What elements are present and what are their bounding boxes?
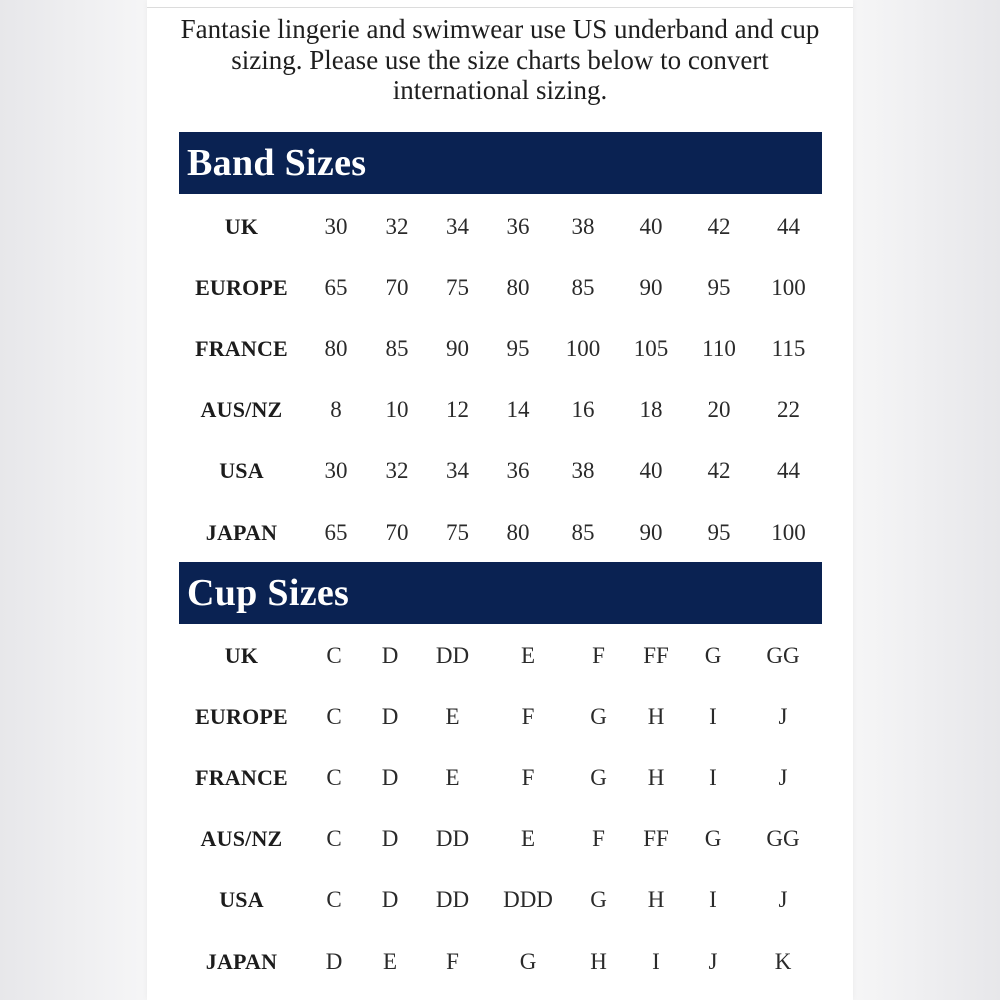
- band-size-cell: 90: [446, 335, 469, 361]
- cup-size-cell: G: [519, 948, 537, 974]
- cup-size-cell: D: [381, 764, 399, 790]
- band-size-cell: 85: [571, 274, 595, 300]
- cup-size-cell: G: [590, 887, 607, 913]
- cup-size-cell: DD: [435, 826, 470, 852]
- band-size-cell: 115: [771, 335, 806, 361]
- band-size-cell: 95: [506, 335, 530, 361]
- cup-row-label: AUS/NZ: [200, 826, 283, 852]
- cup-size-cell: C: [326, 826, 342, 852]
- band-row-label: UK: [224, 213, 259, 239]
- band-size-cell: 22: [777, 397, 800, 423]
- cup-size-cell: C: [326, 764, 342, 790]
- band-size-cell: 30: [324, 213, 348, 239]
- band-size-cell: 65: [324, 519, 348, 545]
- band-size-cell: 12: [446, 397, 469, 423]
- intro-text: Fantasie lingerie and swimwear use US underband and cup sizing. Please use the size charts below to convert international sizing.: [180, 14, 820, 105]
- cup-sizes-title: Cup Sizes: [187, 572, 350, 614]
- cup-size-cell: FF: [643, 826, 669, 852]
- cup-row-label: UK: [224, 642, 259, 668]
- cup-size-cell: DD: [435, 642, 470, 668]
- band-size-cell: 18: [639, 397, 663, 423]
- cup-size-cell: DDD: [503, 887, 553, 913]
- cup-size-cell: J: [778, 764, 788, 790]
- band-size-cell: 30: [324, 458, 348, 484]
- cup-size-cell: G: [704, 642, 722, 668]
- cup-row-label: FRANCE: [195, 764, 288, 790]
- band-size-cell: 80: [324, 335, 348, 361]
- cup-size-cell: H: [647, 703, 665, 729]
- cup-size-cell: J: [778, 887, 788, 913]
- band-size-cell: 10: [385, 397, 409, 423]
- band-row: [179, 318, 822, 379]
- cup-row: [179, 809, 822, 870]
- cup-size-cell: H: [647, 764, 665, 790]
- band-size-cell: 42: [707, 213, 731, 239]
- band-size-cell: 14: [506, 397, 530, 423]
- band-size-cell: 8: [330, 397, 342, 423]
- cup-size-cell: C: [326, 642, 342, 668]
- band-row-label: USA: [219, 458, 264, 484]
- band-size-cell: 32: [385, 213, 409, 239]
- cup-size-cell: E: [445, 703, 460, 729]
- band-size-cell: 38: [571, 213, 595, 239]
- band-size-cell: 36: [506, 213, 530, 239]
- cup-row: [179, 747, 822, 808]
- band-row: [179, 502, 822, 563]
- band-row-label: AUS/NZ: [200, 397, 283, 423]
- band-size-cell: 75: [446, 519, 469, 545]
- band-sizes-title: Band Sizes: [187, 142, 367, 184]
- band-sizes-header: [179, 132, 822, 194]
- band-size-cell: 85: [385, 335, 409, 361]
- cup-size-cell: C: [326, 703, 342, 729]
- band-size-cell: 40: [639, 213, 663, 239]
- band-size-cell: 40: [639, 458, 663, 484]
- band-size-cell: 105: [633, 335, 669, 361]
- band-size-cell: 34: [446, 213, 469, 239]
- band-size-cell: 80: [506, 519, 530, 545]
- band-size-cell: 100: [565, 335, 601, 361]
- band-size-cell: 95: [707, 519, 731, 545]
- band-row: [179, 380, 822, 441]
- cup-size-cell: K: [774, 948, 792, 974]
- band-row-label: EUROPE: [195, 274, 288, 300]
- cup-size-cell: D: [381, 642, 399, 668]
- cup-size-cell: J: [778, 703, 788, 729]
- band-size-cell: 42: [707, 458, 731, 484]
- cup-size-cell: GG: [766, 642, 800, 668]
- band-row-label: FRANCE: [195, 335, 288, 361]
- size-chart-sheet: [147, 0, 853, 1000]
- cup-size-cell: H: [647, 887, 665, 913]
- band-size-cell: 70: [385, 519, 409, 545]
- band-size-cell: 110: [702, 335, 736, 361]
- band-sizes-table: [179, 196, 822, 563]
- cup-size-cell: E: [520, 642, 536, 668]
- cup-size-cell: I: [709, 887, 717, 913]
- cup-size-cell: I: [709, 703, 717, 729]
- cup-size-cell: G: [704, 826, 722, 852]
- band-size-cell: 90: [639, 274, 663, 300]
- band-size-cell: 90: [639, 519, 663, 545]
- cup-size-cell: D: [381, 887, 399, 913]
- cup-row: [179, 625, 822, 686]
- top-divider: [147, 7, 853, 8]
- band-size-cell: 34: [446, 458, 469, 484]
- cup-size-cell: I: [709, 764, 717, 790]
- cup-size-cell: C: [326, 887, 342, 913]
- band-size-cell: 100: [771, 519, 806, 545]
- cup-row: [179, 870, 822, 931]
- cup-size-cell: DD: [435, 887, 470, 913]
- cup-size-cell: F: [446, 948, 459, 974]
- cup-size-cell: FF: [643, 642, 669, 668]
- cup-size-cell: F: [521, 764, 535, 790]
- band-size-cell: 38: [571, 458, 595, 484]
- cup-row-label: JAPAN: [205, 948, 278, 974]
- cup-row: [179, 931, 822, 992]
- cup-size-cell: E: [382, 948, 398, 974]
- cup-size-cell: H: [590, 948, 607, 974]
- cup-size-cell: F: [521, 703, 535, 729]
- band-row: [179, 196, 822, 257]
- band-row-label: JAPAN: [205, 519, 278, 545]
- band-size-cell: 75: [446, 274, 469, 300]
- cup-size-cell: E: [445, 764, 460, 790]
- band-row: [179, 257, 822, 318]
- cup-size-cell: E: [520, 826, 536, 852]
- band-size-cell: 44: [777, 213, 800, 239]
- band-size-cell: 16: [571, 397, 595, 423]
- band-size-cell: 80: [506, 274, 530, 300]
- cup-sizes-header: [179, 562, 822, 624]
- cup-sizes-table: [179, 625, 822, 992]
- cup-size-cell: D: [381, 703, 399, 729]
- band-size-cell: 44: [777, 458, 800, 484]
- cup-size-cell: F: [592, 826, 605, 852]
- cup-size-cell: D: [381, 826, 399, 852]
- cup-size-cell: I: [652, 948, 660, 974]
- cup-row-label: EUROPE: [195, 703, 288, 729]
- cup-size-cell: GG: [766, 826, 800, 852]
- band-size-cell: 95: [707, 274, 731, 300]
- cup-size-cell: J: [708, 948, 718, 974]
- band-size-cell: 65: [324, 274, 348, 300]
- band-size-cell: 32: [385, 458, 409, 484]
- band-size-cell: 70: [385, 274, 409, 300]
- cup-size-cell: G: [590, 703, 607, 729]
- band-size-cell: 85: [571, 519, 595, 545]
- cup-row: [179, 686, 822, 747]
- band-row: [179, 441, 822, 502]
- cup-size-cell: D: [325, 948, 343, 974]
- cup-row-label: USA: [219, 887, 264, 913]
- cup-size-cell: G: [590, 764, 607, 790]
- band-size-cell: 20: [707, 397, 731, 423]
- band-size-cell: 36: [506, 458, 530, 484]
- band-size-cell: 100: [771, 274, 806, 300]
- cup-size-cell: F: [592, 642, 605, 668]
